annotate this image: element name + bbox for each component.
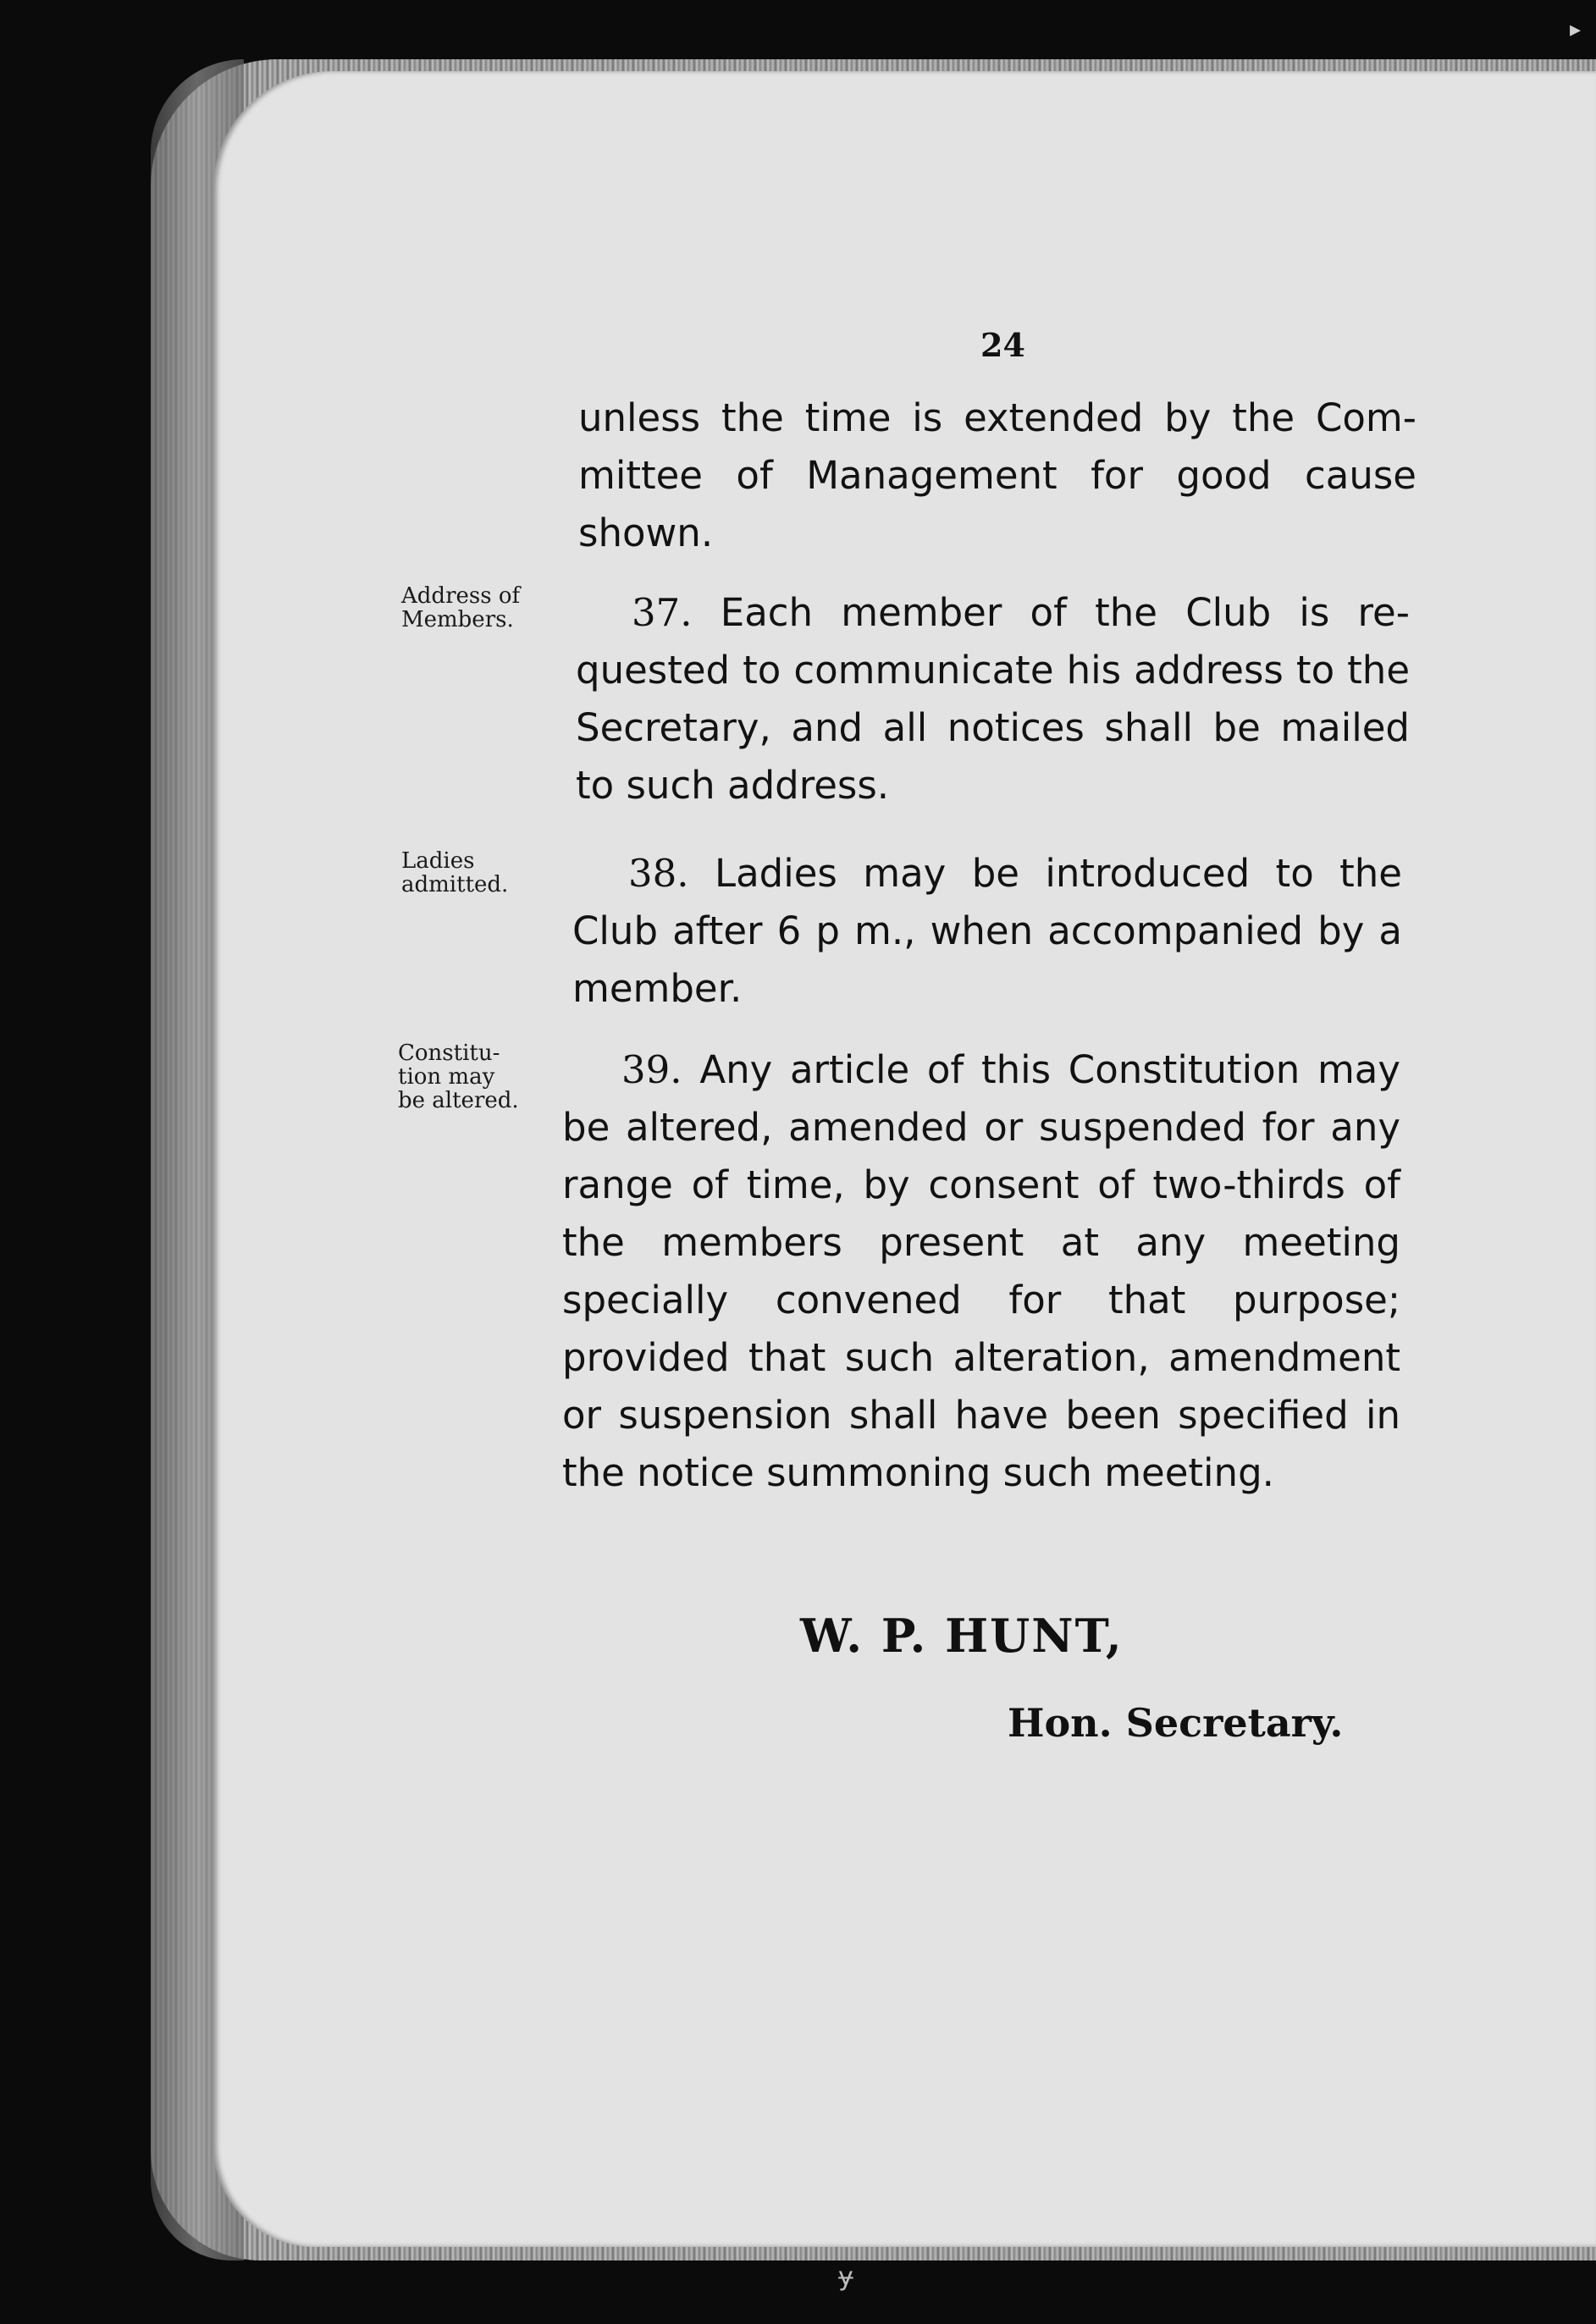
section-38-body	[572, 845, 1402, 1018]
continuation-text: unless the time is extended by the Com-mittee of Management for good cause shown.	[578, 395, 1417, 555]
margin-note-line: admitted.	[401, 872, 509, 897]
continuation-paragraph	[578, 389, 1417, 562]
section-37-text: Each member of the Club is re-quested to communicate his address to the Secretary, and all notices shall be mailed to such address.	[576, 590, 1410, 808]
section-38-paragraph	[572, 845, 1402, 1018]
section-38-number: 38.	[628, 851, 689, 896]
section-39-paragraph	[562, 1041, 1400, 1502]
margin-note-constitution-may-be-altered	[398, 1041, 567, 1112]
margin-note-address-of-members	[401, 584, 571, 632]
margin-note-line: Constitu-	[398, 1041, 500, 1066]
margin-note-line: Members.	[401, 607, 514, 632]
section-38-text: Ladies may be introduced to the Club after 6 p m., when accompanied by a member.	[572, 851, 1402, 1011]
section-37-paragraph	[576, 584, 1410, 814]
signature-name: W. P. HUNT,	[800, 1609, 1124, 1663]
margin-note-line: Address of	[401, 583, 521, 609]
page-number: 24	[980, 326, 1025, 364]
section-39-body	[562, 1041, 1400, 1502]
margin-note-line: Ladies	[401, 848, 475, 874]
bottom-scan-mark: ɏ	[838, 2262, 853, 2292]
margin-note-ladies-admitted	[401, 849, 571, 897]
section-37-number: 37.	[632, 590, 693, 635]
signature-title: Hon. Secretary.	[1008, 1700, 1344, 1746]
margin-note-line: be altered.	[398, 1088, 519, 1113]
section-37-body	[576, 584, 1410, 814]
section-39-text: Any article of this Constitution may be altered, amended or suspended for any range of time, by consent of two-thirds of the members present at any meeting specially convened for that purpose; provided that such alteration, amendment or suspension shall have been specified in the notice summoning such meeting.	[562, 1047, 1400, 1495]
section-39-number: 39.	[621, 1047, 682, 1092]
corner-mark: ▸	[1569, 17, 1581, 42]
margin-note-line: tion may	[398, 1064, 495, 1090]
